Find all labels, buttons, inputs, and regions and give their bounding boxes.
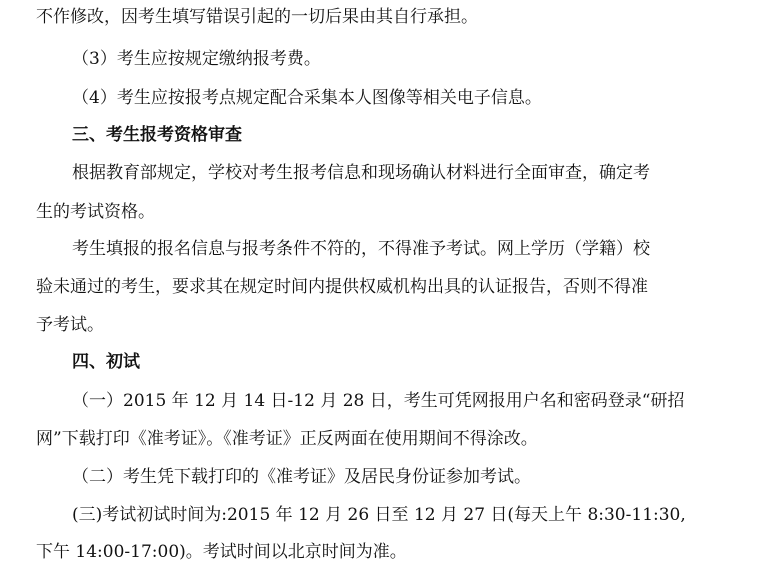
paragraph-line: 网”下载打印《准考证》。《准考证》正反两面在使用期间不得涂改。 [36,429,538,449]
paragraph-line: (三)考试初试时间为:2015 年 12 月 26 日至 12 月 27 日(每天上午 8:30-11:30, [72,505,686,525]
paragraph-line: （二）考生凭下载打印的《准考证》及居民身份证参加考试。 [72,467,531,487]
paragraph-line: （3）考生应按规定缴纳报考费。 [72,49,321,69]
paragraph-line: （4）考生应按报考点规定配合采集本人图像等相关电子信息。 [72,88,542,108]
paragraph-line: 验未通过的考生，要求其在规定时间内提供权威机构出具的认证报告，否则不得准 [36,277,648,297]
paragraph-line: 予考试。 [36,315,104,335]
paragraph-line: 生的考试资格。 [36,202,155,222]
paragraph-line: 根据教育部规定，学校对考生报考信息和现场确认材料进行全面审查，确定考 [72,163,650,183]
paragraph-line: （一）2015 年 12 月 14 日-12 月 28 日，考生可凭网报用户名和密码登录“研招 [72,391,685,411]
paragraph-line: 考生填报的报名信息与报考条件不符的，不得准予考试。网上学历（学籍）校 [72,239,650,259]
paragraph-line: 下午 14:00-17:00)。考试时间以北京时间为准。 [36,542,407,562]
paragraph-line: 不作修改，因考生填写错误引起的一切后果由其自行承担。 [36,7,478,27]
section-heading: 四、初试 [72,352,140,372]
section-heading: 三、考生报考资格审查 [72,125,242,145]
